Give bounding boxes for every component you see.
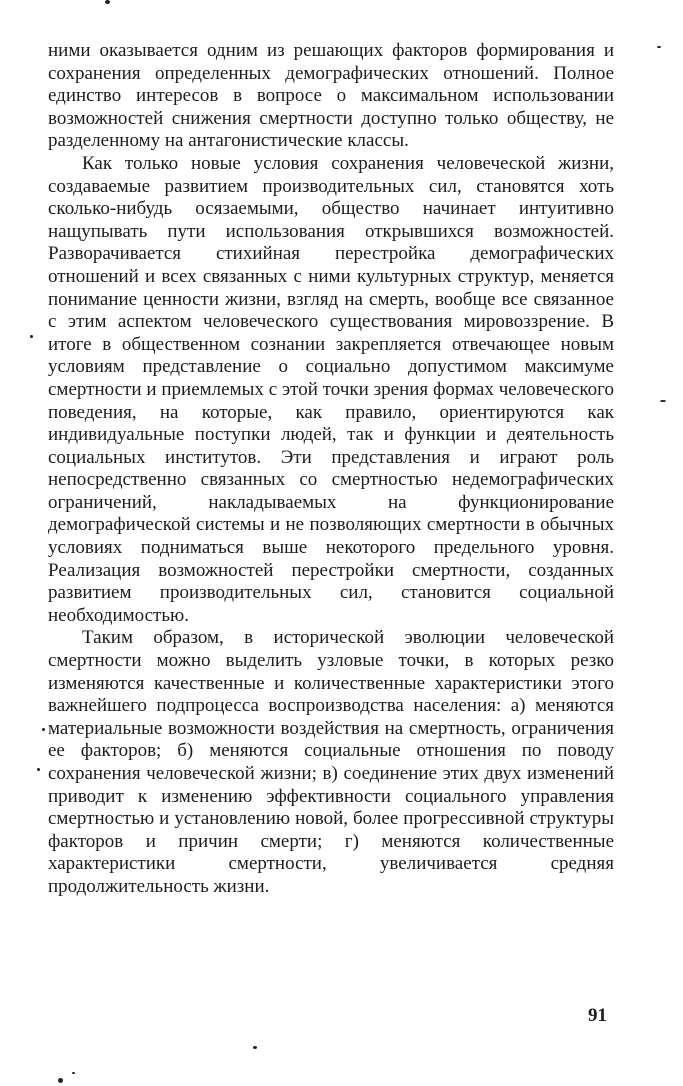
scan-speck (42, 728, 45, 731)
paragraph-conclusion: Таким образом, в исторической эволюции человеческой смертности можно выделить узловые точки, в которых резко изменяются качественные и количественные характеристики этого важнейшего подпроцесса воспроизводства населения: а) меняются материальные возможности воздействия на смертность, ограничения ее факторов; б) меняются социальные отношения по поводу сохранения человеческой жизни; в) соединение этих двух изменений приводит к изменению эффективности социального управления смертностью и установлению новой, более прогрессивной структуры факторов и причин смерти; г) меняются количественные характеристики смертности, увеличивается средняя продолжительность жизни. (48, 627, 614, 897)
scan-speck (253, 1046, 257, 1049)
scan-speck (37, 768, 40, 771)
scan-speck (72, 1072, 75, 1074)
scan-speck (105, 0, 110, 4)
body-text (48, 40, 614, 899)
scan-speck (657, 46, 661, 48)
scan-speck (660, 400, 666, 402)
paragraph-new-conditions: Как только новые условия сохранения человеческой жизни, создаваемые развитием производительных сил, становятся хоть сколько-нибудь осязаемыми, общество начинает интуитивно нащупывать пути использования открывшихся возможностей. Разворачивается стихийная перестройка демографических отношений и всех связанных с ними культурных структур, меняется понимание ценности жизни, взгляд на смерть, вообще все связанное с этим аспектом человеческого существования мировоззрение. В итоге в общественном сознании закрепляется отвечающее новым условиям представление о социально допустимом максимуме смертности и приемлемых с этой точки зрения формах человеческого поведения, на которые, как правило, ориентируются как индивидуальные поступки людей, так и функции и деятельность социальных институтов. Эти представления и играют роль непосредственно связанных со смертностью недемографических ограничений, накладываемых на функционирование демографической системы и не позволяющих смертности в обычных условиях подниматься выше некоторого предельного уровня. Реализация возможностей перестройки смертности, созданных развитием производительных сил, становится социальной необходимостью. (48, 152, 614, 626)
paragraph-continuation: ними оказывается одним из решающих факторов формирования и сохранения определенных демографических отношений. Полное единство интересов в вопросе о максимальном использовании возможностей снижения смертности доступно только обществу, не разделенному на антагонистические классы. (48, 40, 614, 152)
scan-speck (30, 335, 33, 338)
page-number: 91 (588, 1005, 607, 1026)
scan-speck (58, 1078, 63, 1083)
